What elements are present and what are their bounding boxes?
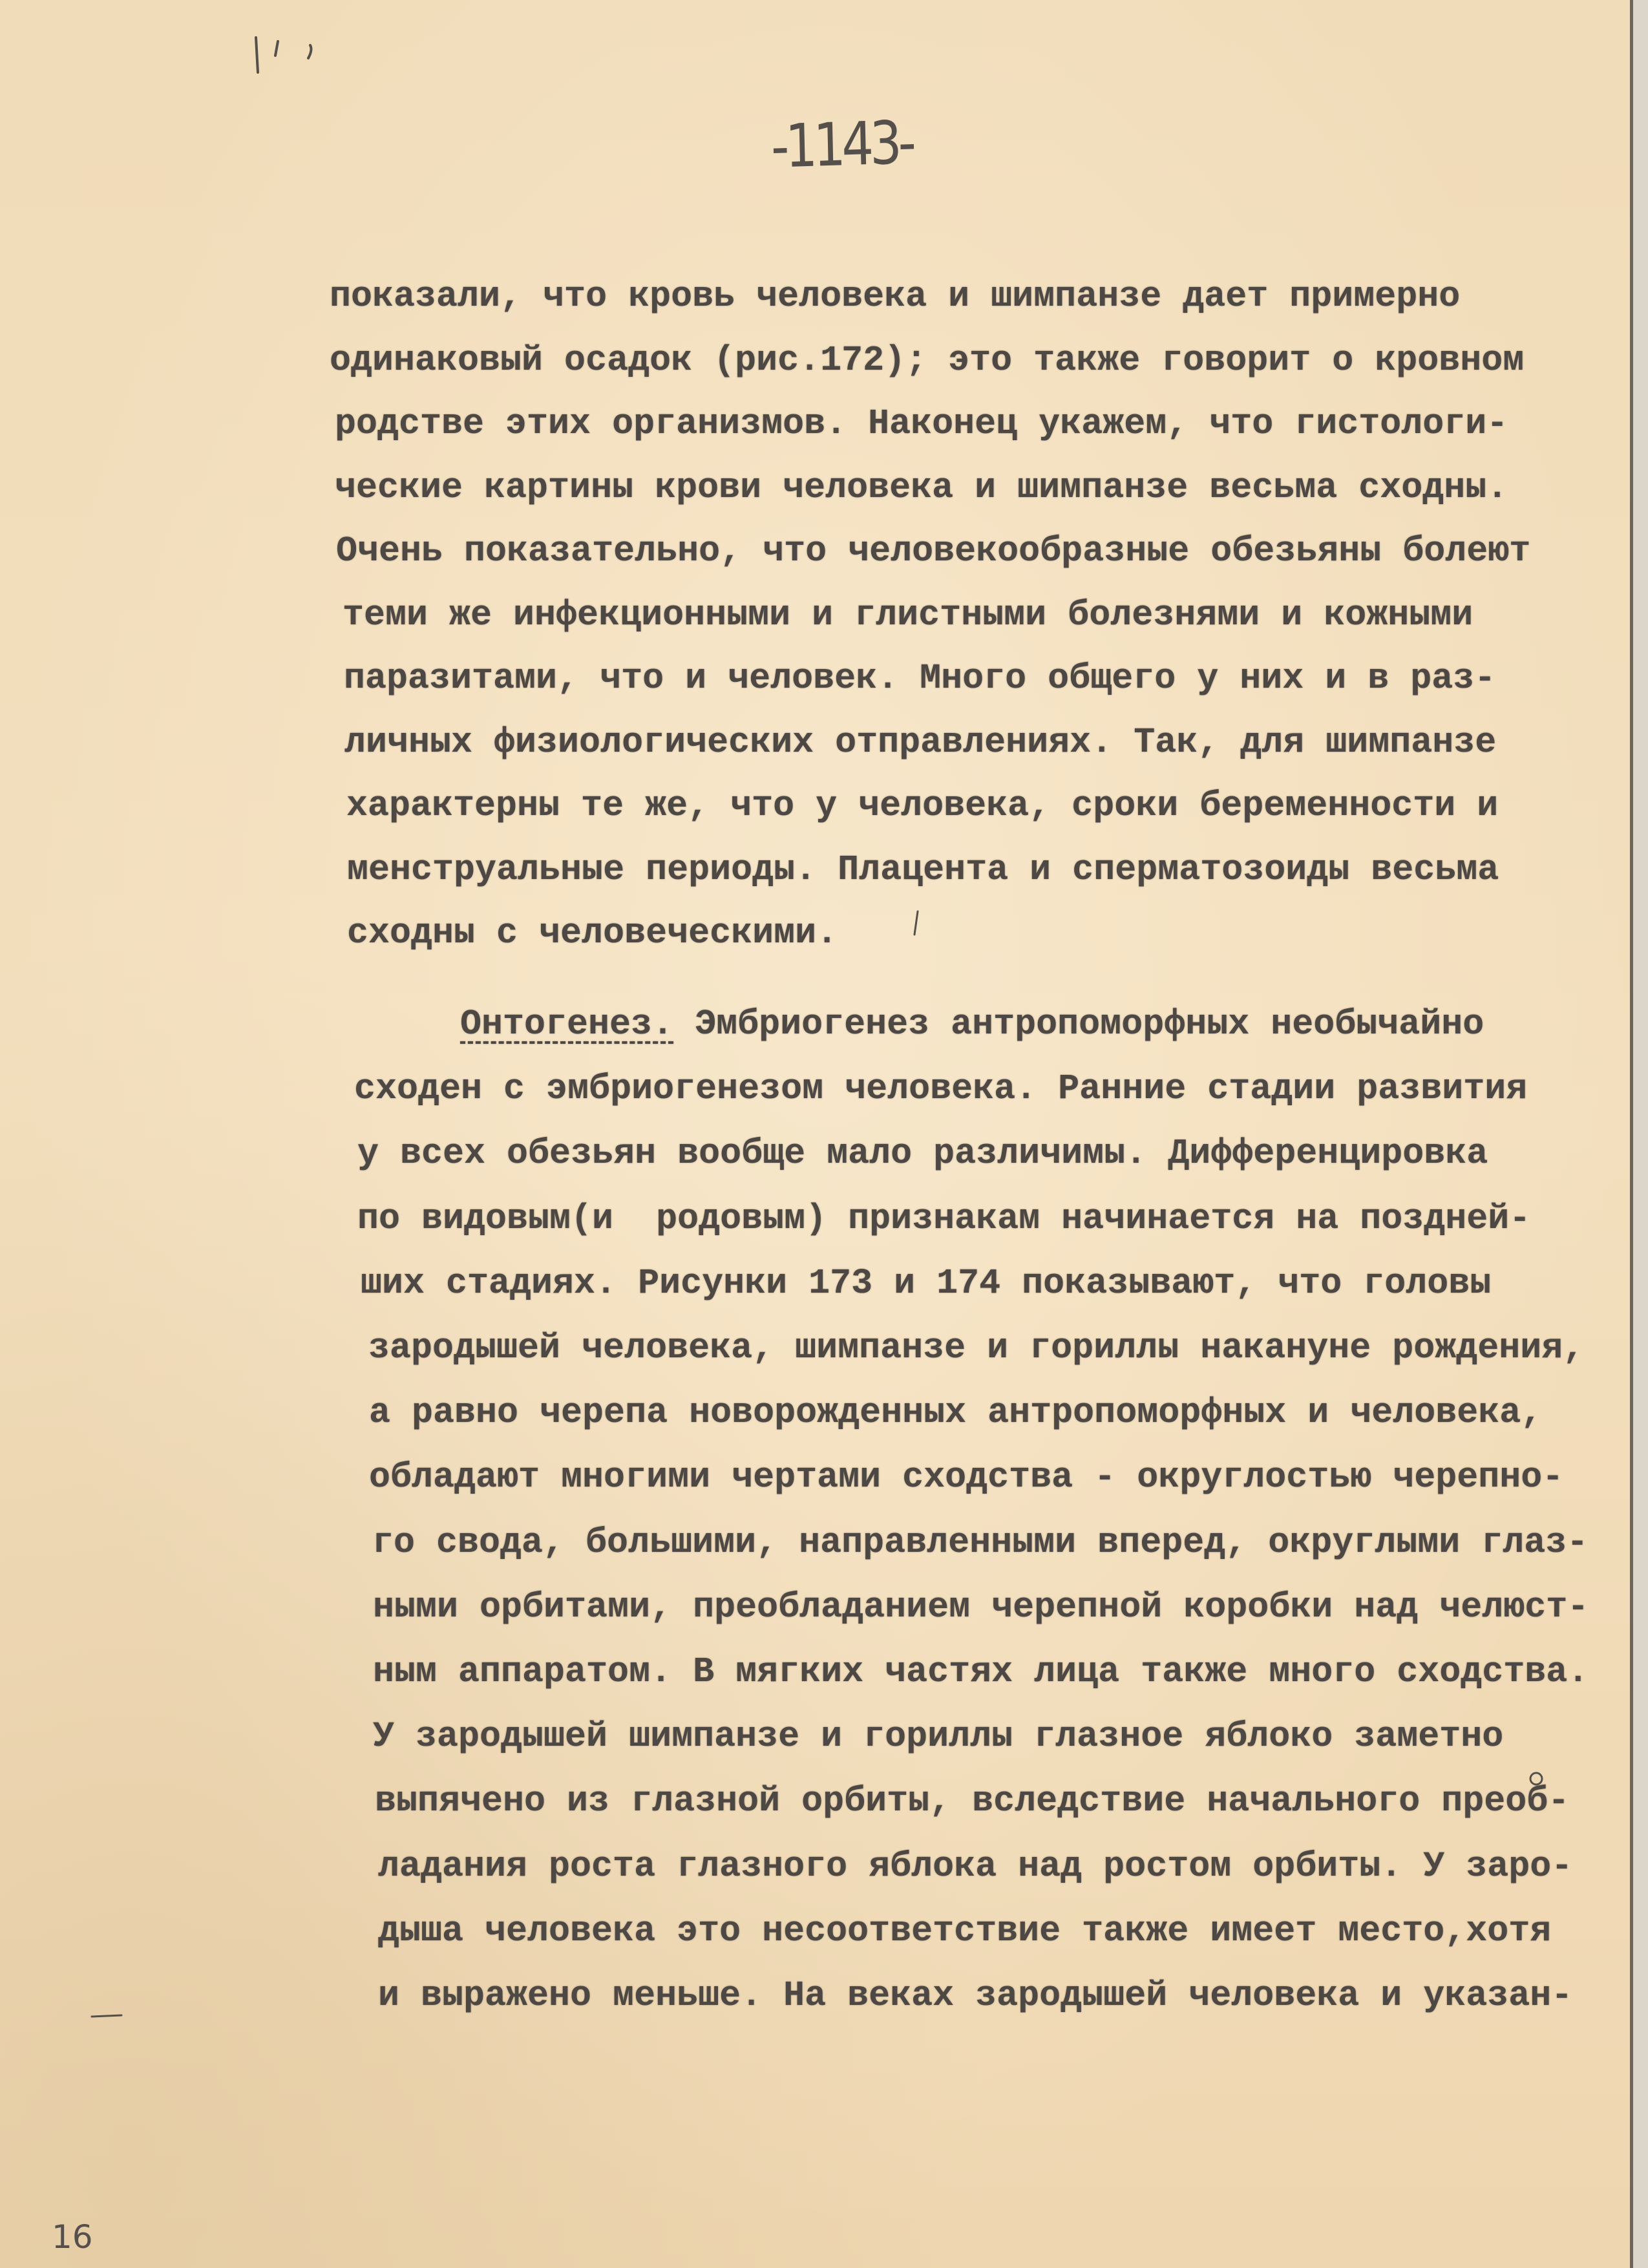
paragraph-1	[0, 265, 1629, 966]
text-line: ными орбитами, преобладанием черепной коробки над челюст-	[373, 1586, 1589, 1627]
text-line: по видовым(и родовым) признакам начинается на поздней-	[357, 1198, 1531, 1239]
text-line: У зародышей шимпанзе и гориллы глазное яблоко заметно	[373, 1716, 1504, 1757]
text-line: ческие картины крови человека и шимпанзе весьма сходны.	[335, 467, 1508, 508]
text-line: го свода, большими, направленными вперед, округлыми глаз-	[372, 1521, 1589, 1563]
pen-mark-top-left-tick	[275, 41, 278, 56]
section-heading: Онтогенез.	[460, 1004, 674, 1044]
text-line: сходны с человеческими.	[347, 913, 838, 953]
text-line	[460, 992, 1629, 1057]
pen-mark-top-left	[256, 37, 258, 72]
text-line: сходен с эмбриогенезом человека. Ранние стадии развития	[354, 1068, 1528, 1110]
text-line: характерны те же, что у человека, сроки беременности и	[346, 785, 1499, 826]
text-line: менструальные периоды. Плацента и сперматозоиды весьма	[347, 849, 1499, 890]
text-line: обладают многими чертами сходства - округлостью черепно-	[369, 1457, 1564, 1498]
text-line: и выражено меньше. На веках зародышей человека и указан-	[378, 1975, 1573, 2017]
text-line: дыша человека это несоответствие также имеет место,хотя	[378, 1910, 1552, 1951]
text-line: родстве этих организмов. Наконец укажем, что гистологи-	[335, 403, 1508, 444]
text-line: у всех обезьян вообще мало различимы. Дифференцировка	[357, 1133, 1488, 1174]
text-line: теми же инфекционными и глистными болезнями и кожными	[343, 594, 1474, 635]
pen-mark-top-left-tick-2	[308, 45, 311, 58]
scan-border	[1630, 0, 1648, 2268]
text-line: зародышей человека, шимпанзе и гориллы накануне рождения,	[368, 1328, 1585, 1369]
text-line: ным аппаратом. В мягких частях лица также много сходства.	[373, 1651, 1589, 1693]
text-line: ших стадиях. Рисунки 173 и 174 показывают, что головы	[361, 1262, 1492, 1304]
handwritten-sheet-number: 16	[52, 2218, 93, 2256]
text-run: Эмбриогенез антропоморфных необычайно	[695, 1004, 1484, 1044]
text-line: паразитами, что и человек. Много общего у них и в раз-	[344, 658, 1496, 699]
text-line: выпячено из глазной орбиты, вследствие начального преоб-	[375, 1781, 1570, 1822]
text-line: ладания роста глазного яблока над ростом орбиты. У заро-	[378, 1845, 1573, 1887]
text-line: Очень показательно, что человекообразные обезьяны болеют	[336, 531, 1531, 571]
text-line: личных физиологических отправлениях. Так, для шимпанзе	[344, 721, 1497, 763]
text-line: показали, что кровь человека и шимпанзе дает примерно	[330, 276, 1461, 317]
text-line: а равно черепа новорожденных антропоморфных и человека,	[369, 1392, 1543, 1434]
handwritten-page-number: -1143-	[770, 109, 913, 182]
text-line: одинаковый осадок (рис.172); это также говорит о кровном	[330, 339, 1525, 381]
paragraph-2	[0, 992, 1629, 2028]
